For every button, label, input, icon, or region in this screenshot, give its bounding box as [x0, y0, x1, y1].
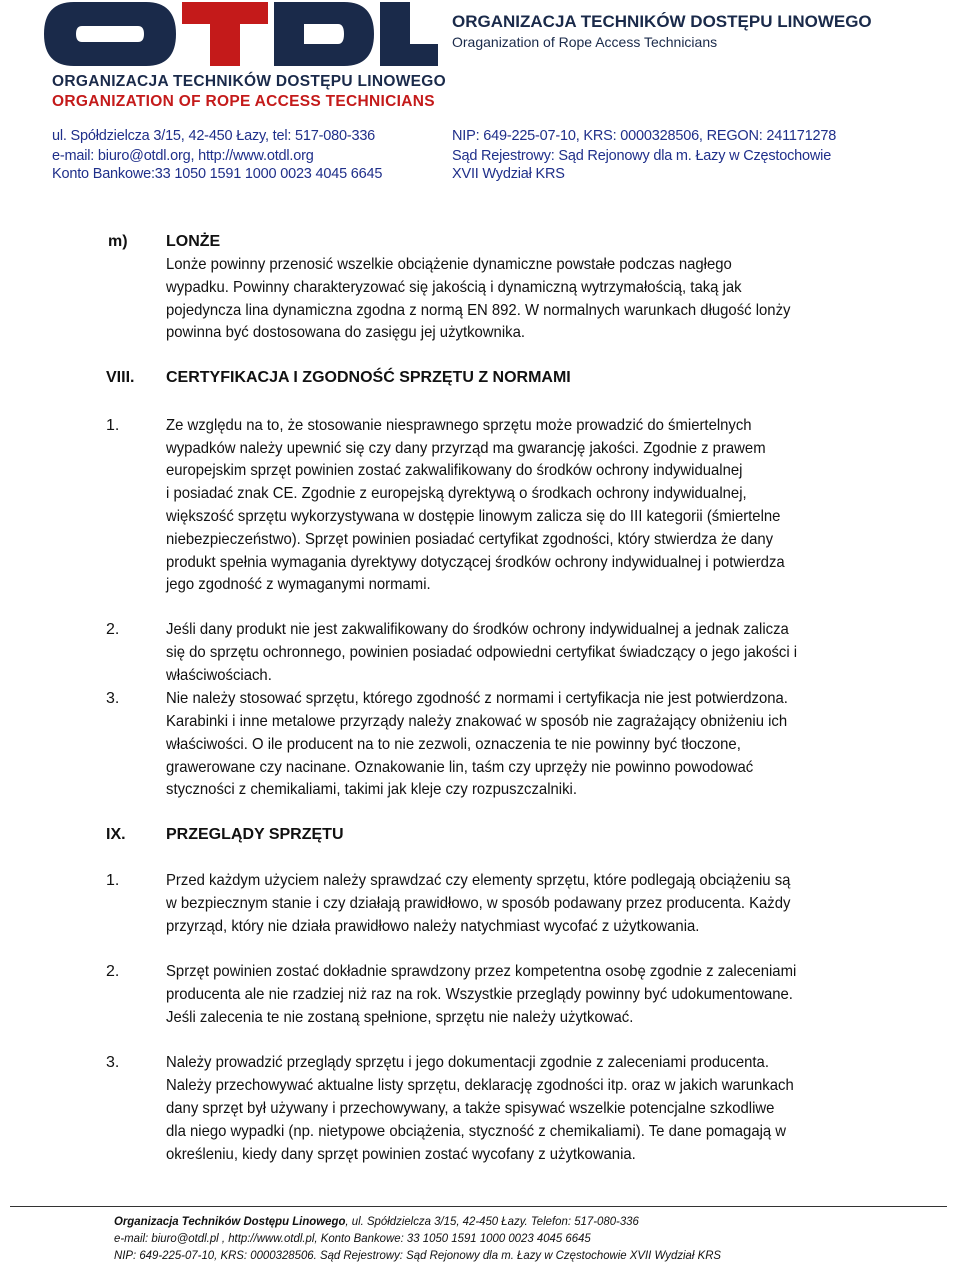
- section-m-line: pojedyncza lina dynamiczna zgodna z normą EN 892. W normalnych warunkach długość lonży: [166, 302, 791, 319]
- item-line: określeniu, kiedy dany sprzęt powinien zostać wycofany z użytkowania.: [166, 1146, 636, 1163]
- item-number: 1.: [106, 872, 120, 889]
- contact-email-web[interactable]: e-mail: biuro@otdl.org, http://www.otdl.org: [52, 148, 314, 164]
- item-line: Sprzęt powinien zostać dokładnie sprawdzony przez kompetentna osobę zgodnie z zaleceniami: [166, 963, 797, 980]
- item-number: 1.: [106, 417, 120, 434]
- footer-org-name: Organizacja Techników Dostępu Linowego: [114, 1214, 346, 1228]
- footer-line-3: NIP: 649-225-07-10, KRS: 0000328506. Sąd Rejestrowy: Sąd Rejonowy dla m. Łazy w Częstochowie XVII Wydział KRS: [114, 1248, 722, 1262]
- section-m-label: m): [108, 233, 128, 250]
- item-number: 3.: [106, 690, 120, 707]
- item-line: producenta ale nie rzadziej niż raz na rok. Wszystkie przeglądy powinny być udokumentowane.: [166, 986, 793, 1003]
- section-ix-label: IX.: [106, 826, 126, 843]
- header-title-en: Oraganization of Rope Access Technicians: [452, 34, 718, 50]
- footer-line-1: [114, 1214, 639, 1228]
- item-line: przyrząd, który nie działa prawidłowo należy natychmiast wycofać z użytkowania.: [166, 918, 700, 935]
- item-line: większość sprzętu wykorzystywana w dostępie linowym zalicza się do III kategorii (śmiertelne: [166, 508, 781, 525]
- item-line: Należy przechowywać aktualne listy sprzętu, deklarację zgodności itp. oraz w jakich warunkach: [166, 1077, 794, 1094]
- footer-address: , ul. Spółdzielcza 3/15, 42-450 Łazy. Telefon: 517-080-336: [345, 1214, 639, 1228]
- logo-letter-t: [182, 2, 268, 66]
- section-m-heading: LONŻE: [166, 233, 221, 250]
- logo-letter-l: [380, 2, 438, 66]
- section-m-line: wypadku. Powinny charakteryzować się jakością i dynamiczną wytrzymałością, taką jak: [166, 279, 742, 296]
- brand-name-pl: ORGANIZACJA TECHNIKÓW DOSTĘPU LINOWEGO: [52, 73, 447, 90]
- otdl-logo: [44, 2, 438, 66]
- item-number: 2.: [106, 621, 120, 638]
- item-line: i posiadać znak CE. Zgodnie z europejską dyrektywą o środkach ochrony indywidualnej,: [166, 485, 747, 502]
- item-line: dla niego wypadki (np. nietypowe obciążenia, styczność z chemikaliami). Te dane pomagają w: [166, 1123, 787, 1140]
- section-ix-heading: PRZEGLĄDY SPRZĘTU: [166, 826, 344, 843]
- section-viii-label: VIII.: [106, 369, 135, 386]
- item-line: wypadków należy upewnić się czy dany przyrząd ma gwarancję jakości. Zgodnie z prawem: [166, 440, 766, 457]
- item-line: Ze względu na to, że stosowanie niesprawnego sprzętu może prowadzić do śmiertelnych: [166, 417, 752, 434]
- item-line: w bezpiecznym stanie i czy działają prawidłowo, w sposób podawany przez producenta. Każdy: [166, 895, 791, 912]
- logo-letter-o: [44, 2, 176, 66]
- item-line: produkt spełnia wymagania dyrektywy dotyczącej środków ochrony indywidualnej i potwierdza: [166, 554, 785, 571]
- item-number: 3.: [106, 1054, 120, 1071]
- item-line: Należy prowadzić przeglądy sprzętu i jego dokumentacji zgodnie z zaleceniami producenta.: [166, 1054, 769, 1071]
- logo-letter-d: [274, 2, 374, 66]
- registry-department: XVII Wydział KRS: [452, 166, 565, 182]
- section-m-line: powinna być dostosowana do zasięgu jej użytkownika.: [166, 324, 525, 341]
- item-line: Przed każdym użyciem należy sprawdzać czy elementy sprzętu, które podlegają obciążeniu są: [166, 872, 791, 889]
- item-number: 2.: [106, 963, 120, 980]
- item-line: właściwości. O ile producent na to nie zezwoli, oznaczenia te nie powinny być tłoczone,: [166, 736, 741, 753]
- registry-nip: NIP: 649-225-07-10, KRS: 0000328506, REGON: 241171278: [452, 128, 837, 144]
- item-line: jego zgodność z wymaganymi normami.: [166, 576, 431, 593]
- section-viii-heading: CERTYFIKACJA I ZGODNOŚĆ SPRZĘTU Z NORMAMI: [166, 369, 571, 386]
- item-line: grawerowane czy nacinane. Oznakowanie lin, taśm czy uprzęży nie powinno powodować: [166, 759, 754, 776]
- item-line: Karabinki i inne metalowe przyrządy należy znakować w sposób nie zagrażający obniżeniu ich: [166, 713, 788, 730]
- item-line: styczności z chemikaliami, takimi jak kleje czy rozpuszczalniki.: [166, 781, 577, 798]
- item-line: europejskim sprzęt powinien zostać zakwalifikowany do środków ochrony indywidualnej: [166, 462, 743, 479]
- item-line: dany sprzęt był używany i przechowywany, a także spisywać wszelkie potencjalne szkodliwe: [166, 1100, 775, 1117]
- item-line: Jeśli zalecenia te nie zostaną spełnione, sprzętu nie należy użytkować.: [166, 1009, 634, 1026]
- registry-court: Sąd Rejestrowy: Sąd Rejonowy dla m. Łazy w Częstochowie: [452, 148, 832, 164]
- item-line: się do sprzętu ochronnego, powinien posiadać odpowiedni certyfikat świadczący o jego jakości i: [166, 644, 798, 661]
- header-title-pl: ORGANIZACJA TECHNIKÓW DOSTĘPU LINOWEGO: [452, 12, 872, 31]
- item-line: Jeśli dany produkt nie jest zakwalifikowany do środków ochrony indywidualnej a jednak zalicza: [166, 621, 789, 638]
- brand-name-en: ORGANIZATION OF ROPE ACCESS TECHNICIANS: [52, 93, 435, 110]
- contact-bank-account: Konto Bankowe:33 1050 1591 1000 0023 4045 6645: [52, 166, 383, 182]
- footer-divider: [10, 1206, 947, 1207]
- contact-address: ul. Spółdzielcza 3/15, 42-450 Łazy, tel: 517-080-336: [52, 128, 376, 144]
- footer-line-2[interactable]: e-mail: biuro@otdl.pl , http://www.otdl.pl, Konto Bankowe: 33 1050 1591 1000 0023 4045 6645: [114, 1231, 591, 1245]
- item-line: właściwościach.: [166, 667, 272, 684]
- item-line: Nie należy stosować sprzętu, którego zgodność z normami i certyfikacja nie jest potwierdzona.: [166, 690, 788, 707]
- item-line: niebezpieczeństwo). Sprzęt powinien posiadać certyfikat zgodności, który stwierdza że dany: [166, 531, 774, 548]
- section-m-line: Lonże powinny przenosić wszelkie obciążenie dynamiczne powstałe podczas nagłego: [166, 256, 732, 273]
